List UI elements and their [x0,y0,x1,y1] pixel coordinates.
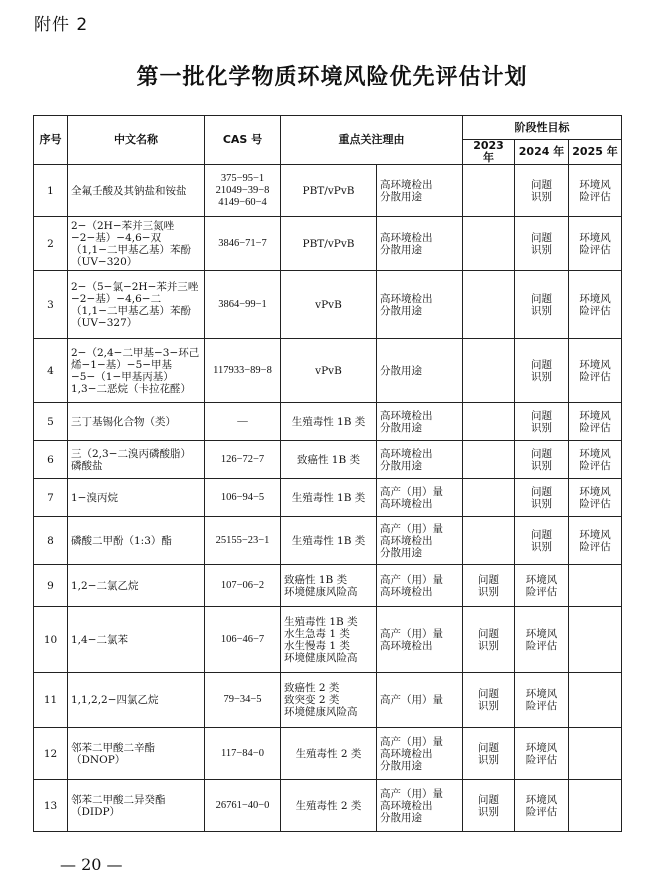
cell-2025: 环境风 险评估 [569,165,622,217]
cell-2025: 环境风 险评估 [569,217,622,271]
cell-reason-secondary: 高产（用）量 高环境检出 分散用途 [377,728,463,780]
evaluation-plan-table [33,115,622,832]
cell-reason-secondary: 高产（用）量 高环境检出 分散用途 [377,780,463,832]
header-reason: 重点关注理由 [281,116,463,165]
cell-2024: 环境风 险评估 [515,728,569,780]
table-row [34,217,622,271]
cell-2025 [569,607,622,673]
cell-2025 [569,673,622,728]
cell-2025: 环境风 险评估 [569,403,622,441]
cell-cas: 126−72−7 [205,441,281,479]
header-cas: CAS 号 [205,116,281,165]
cell-2024: 环境风 险评估 [515,607,569,673]
cell-cas: 375−95−1 21049−39−8 4149−60−4 [205,165,281,217]
cell-name: 全氟壬酸及其钠盐和铵盐 [68,165,205,217]
cell-name: 2−（2,4−二甲基−3−环己烯−1−基）−5−甲基−5−（1−甲基丙基）1,3−二恶烷（卡拉花醛） [68,339,205,403]
cell-reason-secondary: 高环境检出 分散用途 [377,271,463,339]
cell-reason-secondary: 高环境检出 分散用途 [377,403,463,441]
cell-2023 [463,271,515,339]
cell-name: 1−溴丙烷 [68,479,205,517]
header-2025: 2025 年 [569,140,622,165]
cell-cas: 3846−71−7 [205,217,281,271]
header-2023: 2023 年 [463,140,515,165]
cell-no: 7 [34,479,68,517]
cell-name: 三（2,3−二溴丙磷酸脂）磷酸盐 [68,441,205,479]
cell-cas: 107−06−2 [205,565,281,607]
cell-name: 2−（5−氯−2H−苯并三唑−2−基）−4,6−二（1,1−二甲基乙基）苯酚（UV−327） [68,271,205,339]
cell-name: 1,2−二氯乙烷 [68,565,205,607]
header-2024: 2024 年 [515,140,569,165]
cell-name: 邻苯二甲酸二辛酯（DNOP） [68,728,205,780]
table-row [34,271,622,339]
attachment-label: 附件 2 [34,15,89,35]
cell-reason-secondary: 高产（用）量 高环境检出 [377,479,463,517]
cell-2025 [569,780,622,832]
cell-reason-primary: 致癌性 1B 类 环境健康风险高 [281,565,377,607]
cell-cas: 26761−40−0 [205,780,281,832]
cell-reason-primary: 生殖毒性 1B 类 [281,517,377,565]
cell-2024: 问题 识别 [515,165,569,217]
cell-reason-primary: 致癌性 2 类 致突变 2 类 环境健康风险高 [281,673,377,728]
cell-2023 [463,517,515,565]
cell-2025: 环境风 险评估 [569,441,622,479]
cell-no: 4 [34,339,68,403]
cell-reason-primary: vPvB [281,339,377,403]
cell-cas: 117−84−0 [205,728,281,780]
cell-2023 [463,217,515,271]
header-stage: 阶段性目标 [463,116,622,140]
table-row [34,565,622,607]
cell-reason-secondary: 高产（用）量 [377,673,463,728]
cell-2024: 问题 识别 [515,441,569,479]
header-no: 序号 [34,116,68,165]
cell-name: 三丁基锡化合物（类） [68,403,205,441]
cell-reason-secondary: 高环境检出 分散用途 [377,217,463,271]
cell-2023: 问题 识别 [463,565,515,607]
cell-reason-primary: PBT/vPvB [281,165,377,217]
table-row [34,607,622,673]
cell-no: 2 [34,217,68,271]
cell-2023 [463,403,515,441]
table-row [34,728,622,780]
cell-reason-primary: 生殖毒性 1B 类 水生急毒 1 类 水生慢毒 1 类 环境健康风险高 [281,607,377,673]
cell-2023 [463,339,515,403]
cell-name: 磷酸二甲酚（1:3）酯 [68,517,205,565]
cell-reason-secondary: 高环境检出 分散用途 [377,441,463,479]
cell-reason-secondary: 分散用途 [377,339,463,403]
cell-cas: — [205,403,281,441]
cell-name: 1,4−二氯苯 [68,607,205,673]
cell-no: 1 [34,165,68,217]
cell-reason-primary: 生殖毒性 1B 类 [281,403,377,441]
cell-reason-secondary: 高环境检出 分散用途 [377,165,463,217]
page-title: 第一批化学物质环境风险优先评估计划 [136,65,528,90]
cell-2025 [569,565,622,607]
cell-reason-secondary: 高产（用）量 高环境检出 [377,565,463,607]
cell-no: 10 [34,607,68,673]
cell-cas: 3864−99−1 [205,271,281,339]
table-row [34,673,622,728]
cell-no: 9 [34,565,68,607]
cell-no: 5 [34,403,68,441]
cell-cas: 117933−89−8 [205,339,281,403]
cell-name: 邻苯二甲酸二异癸酯（DIDP） [68,780,205,832]
cell-2024: 问题 识别 [515,403,569,441]
cell-2025: 环境风 险评估 [569,517,622,565]
cell-no: 8 [34,517,68,565]
cell-2023 [463,479,515,517]
cell-2025: 环境风 险评估 [569,479,622,517]
cell-2023: 问题 识别 [463,673,515,728]
cell-no: 11 [34,673,68,728]
cell-2024: 问题 识别 [515,479,569,517]
cell-cas: 79−34−5 [205,673,281,728]
cell-2023 [463,441,515,479]
cell-cas: 25155−23−1 [205,517,281,565]
cell-2024: 问题 识别 [515,217,569,271]
cell-2023: 问题 识别 [463,728,515,780]
table-row [34,441,622,479]
cell-2024: 问题 识别 [515,271,569,339]
cell-reason-primary: 生殖毒性 1B 类 [281,479,377,517]
cell-reason-primary: PBT/vPvB [281,217,377,271]
cell-2024: 环境风 险评估 [515,565,569,607]
cell-2025: 环境风 险评估 [569,339,622,403]
cell-2024: 环境风 险评估 [515,673,569,728]
table-row [34,339,622,403]
cell-2024: 环境风 险评估 [515,780,569,832]
cell-reason-secondary: 高产（用）量 高环境检出 [377,607,463,673]
cell-cas: 106−46−7 [205,607,281,673]
cell-reason-secondary: 高产（用）量 高环境检出 分散用途 [377,517,463,565]
cell-2023: 问题 识别 [463,607,515,673]
page-number: — 20 — [60,855,123,874]
cell-2023 [463,165,515,217]
table-row [34,479,622,517]
cell-2023: 问题 识别 [463,780,515,832]
cell-no: 13 [34,780,68,832]
table-row [34,780,622,832]
cell-no: 12 [34,728,68,780]
table-row [34,165,622,217]
cell-2024: 问题 识别 [515,517,569,565]
cell-reason-primary: vPvB [281,271,377,339]
cell-name: 1,1,2,2−四氯乙烷 [68,673,205,728]
cell-2024: 问题 识别 [515,339,569,403]
cell-name: 2−（2H−苯并三氮唑−2−基）−4,6−双（1,1−二甲基乙基）苯酚（UV−320） [68,217,205,271]
cell-reason-primary: 生殖毒性 2 类 [281,728,377,780]
table-row [34,403,622,441]
cell-no: 6 [34,441,68,479]
table-row [34,517,622,565]
cell-2025 [569,728,622,780]
cell-reason-primary: 致癌性 1B 类 [281,441,377,479]
header-name: 中文名称 [68,116,205,165]
cell-reason-primary: 生殖毒性 2 类 [281,780,377,832]
cell-cas: 106−94−5 [205,479,281,517]
cell-2025: 环境风 险评估 [569,271,622,339]
cell-no: 3 [34,271,68,339]
